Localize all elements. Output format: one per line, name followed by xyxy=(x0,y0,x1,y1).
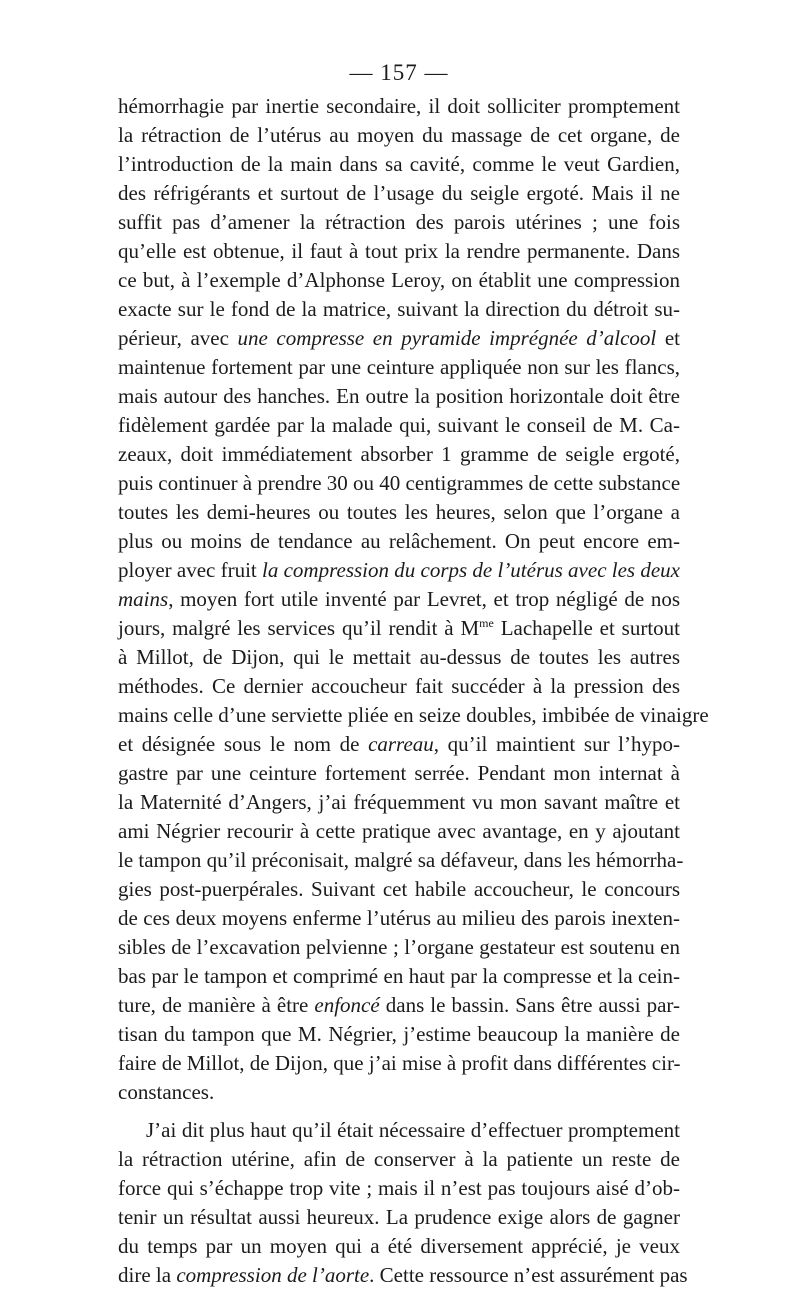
text-run: méthodes. Ce dernier accoucheur fait succéder à la pression des xyxy=(118,674,680,698)
text-run: tisan du tampon que M. Négrier, j’estime beaucoup la manière de xyxy=(118,1022,680,1046)
text-run: , qu’il maintient sur l’hypo- xyxy=(433,732,681,756)
text-run: plus ou moins de tendance au relâchement. On peut encore em- xyxy=(118,529,680,553)
paragraph xyxy=(118,92,709,1107)
text-run: ture, de manière à être xyxy=(118,993,315,1017)
text-run: des réfrigérants et surtout de l’usage du seigle ergoté. Mais il ne xyxy=(118,181,680,205)
text-run: Lachapelle et surtout xyxy=(493,616,681,640)
text-line xyxy=(118,1174,680,1203)
italic-text: enfoncé xyxy=(314,993,380,1017)
text-run: bas par le tampon et comprimé en haut par la compresse et la cein- xyxy=(118,964,680,988)
text-run: tenir un résultat aussi heureux. La prudence exige alors de gagner xyxy=(118,1205,680,1229)
text-run: force qui s’échappe trop vite ; mais il n’est pas toujours aisé d’ob- xyxy=(118,1176,680,1200)
text-run: . Cette ressource n’est assurément pas xyxy=(369,1263,688,1287)
text-line xyxy=(118,295,680,324)
text-run: la rétraction utérine, afin de conserver à la patiente un reste de xyxy=(118,1147,680,1171)
text-line xyxy=(118,266,680,295)
text-run: ami Négrier recourir à cette pratique avec avantage, en y ajoutant xyxy=(118,819,680,843)
text-line xyxy=(118,672,680,701)
text-line xyxy=(118,1049,680,1078)
text-run: du temps par un moyen qui a été diversement apprécié, je veux xyxy=(118,1234,680,1258)
paragraph xyxy=(118,1116,688,1290)
text-line xyxy=(118,150,680,179)
text-run: sibles de l’excavation pelvienne ; l’organe gestateur est soutenu en xyxy=(118,935,680,959)
text-run: la rétraction de l’utérus au moyen du massage de cet organe, de xyxy=(118,123,680,147)
text-run: dans le bassin. Sans être aussi par- xyxy=(379,993,680,1017)
text-run: la Maternité d’Angers, j’ai fréquemment vu mon savant maître et xyxy=(118,790,680,814)
text-line xyxy=(118,527,680,556)
text-line xyxy=(118,1203,680,1232)
text-run: ployer avec fruit xyxy=(118,558,263,582)
text-line xyxy=(118,643,680,672)
text-run: exacte sur le fond de la matrice, suivant la direction du détroit su- xyxy=(118,297,680,321)
text-run: mais autour des hanches. En outre la position horizontale doit être xyxy=(118,384,680,408)
text-run: fidèlement gardée par la malade qui, suivant le conseil de M. Ca- xyxy=(118,413,680,437)
text-run: de ces deux moyens enferme l’utérus au milieu des parois inexten- xyxy=(118,906,680,930)
text-run: mains celle d’une serviette pliée en seize doubles, imbibée de vinaigre xyxy=(118,703,709,727)
text-run: puis continuer à prendre 30 ou 40 centigrammes de cette substance xyxy=(118,471,681,495)
text-run: le tampon qu’il préconisait, malgré sa défaveur, dans les hémorrha- xyxy=(118,848,684,872)
italic-text: mains xyxy=(118,587,169,611)
text-line xyxy=(118,411,680,440)
text-run: zeaux, doit immédiatement absorber 1 gramme de seigle ergoté, xyxy=(118,442,680,466)
text-line xyxy=(118,324,680,353)
text-line xyxy=(118,179,680,208)
text-run: jours, malgré les services qu’il rendit à M xyxy=(118,616,480,640)
text-line xyxy=(118,1020,680,1049)
text-line xyxy=(118,701,709,730)
italic-text: compression de l’aorte xyxy=(176,1263,370,1287)
text-run: périeur, avec xyxy=(118,326,238,350)
text-line xyxy=(118,440,680,469)
text-line xyxy=(118,846,684,875)
text-line xyxy=(118,237,680,266)
superscript-text: me xyxy=(479,616,494,630)
text-run: constances. xyxy=(118,1080,215,1104)
text-line xyxy=(118,933,680,962)
text-line xyxy=(118,585,680,614)
text-line xyxy=(118,991,680,1020)
text-line xyxy=(118,1078,680,1107)
text-line xyxy=(118,904,680,933)
italic-text: la compression du corps de l’utérus avec les deux xyxy=(262,558,680,582)
page-number: — 157 — xyxy=(349,60,449,85)
text-line xyxy=(118,92,680,121)
text-line xyxy=(118,382,680,411)
text-run: dire la xyxy=(118,1263,177,1287)
text-run: , moyen fort utile inventé par Levret, et trop négligé de nos xyxy=(168,587,680,611)
text-run: et xyxy=(656,326,680,350)
text-run: l’introduction de la main dans sa cavité, comme le veut Gardien, xyxy=(118,152,680,176)
text-run: faire de Millot, de Dijon, que j’ai mise à profit dans différentes cir- xyxy=(118,1051,681,1075)
text-run: maintenue fortement par une ceinture appliquée non sur les flancs, xyxy=(118,355,680,379)
text-run: toutes les demi-heures ou toutes les heures, selon que l’organe a xyxy=(118,500,680,524)
text-run: gastre par une ceinture fortement serrée. Pendant mon internat à xyxy=(118,761,680,785)
text-line xyxy=(118,208,680,237)
italic-text: une compresse en pyramide imprégnée d’alcool xyxy=(237,326,657,350)
text-line xyxy=(118,469,680,498)
text-run: à Millot, de Dijon, qui le mettait au-dessus de toutes les autres xyxy=(118,645,680,669)
text-run: qu’elle est obtenue, il faut à tout prix la rendre permanente. Dans xyxy=(118,239,680,263)
text-line xyxy=(118,353,680,382)
book-page xyxy=(118,58,709,1290)
body-text xyxy=(118,92,709,1290)
text-line xyxy=(118,121,680,150)
text-run: suffit pas d’amener la rétraction des parois utérines ; une fois xyxy=(118,210,680,234)
text-run: hémorrhagie par inertie secondaire, il doit solliciter promptement xyxy=(118,94,680,118)
text-line xyxy=(118,817,680,846)
text-line xyxy=(118,498,680,527)
italic-text: carreau xyxy=(368,732,434,756)
text-line xyxy=(118,759,680,788)
text-line xyxy=(118,788,680,817)
text-line xyxy=(118,1145,680,1174)
text-line xyxy=(118,962,680,991)
text-line xyxy=(118,1261,688,1290)
text-line xyxy=(118,1232,680,1261)
text-run: J’ai dit plus haut qu’il était nécessaire d’effectuer promptement xyxy=(146,1118,680,1142)
text-line xyxy=(118,730,680,759)
text-run: gies post-puerpérales. Suivant cet habile accoucheur, le concours xyxy=(118,877,680,901)
text-run: ce but, à l’exemple d’Alphonse Leroy, on établit une compression xyxy=(118,268,680,292)
paragraph-gap xyxy=(118,1107,680,1116)
text-line xyxy=(118,556,680,585)
text-line xyxy=(118,614,680,643)
text-line xyxy=(118,875,680,904)
text-line xyxy=(118,1116,680,1145)
text-run: et désignée sous le nom de xyxy=(118,732,369,756)
